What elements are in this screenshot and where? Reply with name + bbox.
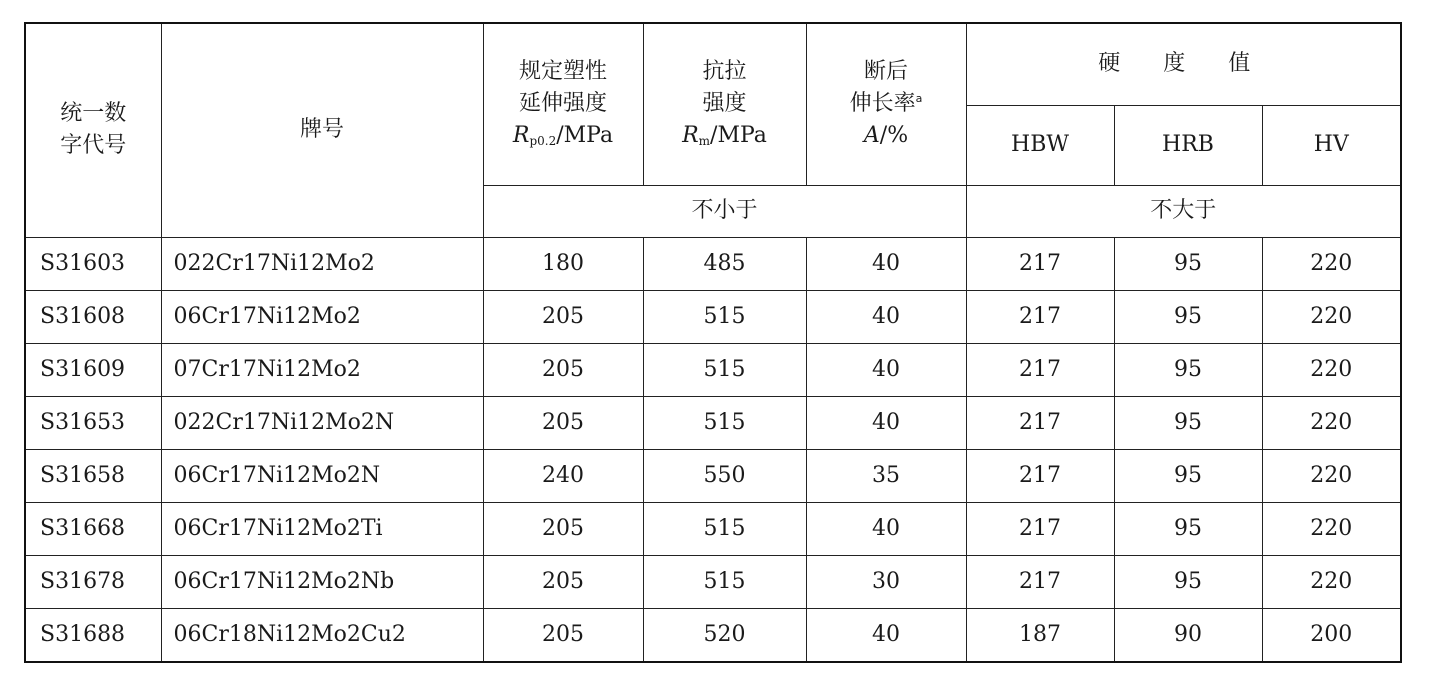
tensile-cell: 515 bbox=[643, 290, 806, 343]
max-label: 不大于 bbox=[966, 185, 1401, 237]
yield-symbol-sub: p0.2 bbox=[529, 134, 557, 149]
hrb-cell: 90 bbox=[1114, 608, 1262, 662]
elongation-cell: 35 bbox=[806, 449, 966, 502]
yield-cell: 205 bbox=[483, 608, 643, 662]
elong-header-line2-text: 伸长率 bbox=[849, 91, 916, 117]
tensile-unit: /MPa bbox=[710, 123, 767, 149]
min-label: 不小于 bbox=[483, 185, 966, 237]
code-cell: S31668 bbox=[25, 502, 161, 555]
tensile-symbol bbox=[644, 120, 806, 152]
elongation-cell: 40 bbox=[806, 290, 966, 343]
hv-cell: 220 bbox=[1262, 237, 1401, 290]
yield-header-line2: 延伸强度 bbox=[518, 91, 607, 117]
yield-strength-header bbox=[483, 23, 643, 185]
grade-col-header: 牌号 bbox=[161, 23, 483, 237]
tensile-header-line2: 强度 bbox=[702, 91, 747, 117]
code-cell: S31608 bbox=[25, 290, 161, 343]
tensile-cell: 515 bbox=[643, 502, 806, 555]
tensile-header-line1: 抗拉 bbox=[702, 59, 747, 85]
hv-cell: 220 bbox=[1262, 555, 1401, 608]
grade-cell: 06Cr17Ni12Mo2 bbox=[161, 290, 483, 343]
hrb-cell: 95 bbox=[1114, 290, 1262, 343]
table-body bbox=[25, 23, 1401, 662]
hbw-cell: 217 bbox=[966, 502, 1114, 555]
table-row bbox=[25, 449, 1401, 502]
code-cell: S31653 bbox=[25, 396, 161, 449]
spec-table-wrapper bbox=[24, 22, 1400, 663]
hrb-cell: 95 bbox=[1114, 502, 1262, 555]
header-row-1 bbox=[25, 23, 1401, 105]
table-row bbox=[25, 502, 1401, 555]
hrb-cell: 95 bbox=[1114, 237, 1262, 290]
grade-cell: 06Cr17Ni12Mo2N bbox=[161, 449, 483, 502]
elong-footnote-mark: a bbox=[915, 92, 923, 106]
code-cell: S31658 bbox=[25, 449, 161, 502]
grade-cell: 07Cr17Ni12Mo2 bbox=[161, 343, 483, 396]
grade-cell: 06Cr18Ni12Mo2Cu2 bbox=[161, 608, 483, 662]
code-cell: S31603 bbox=[25, 237, 161, 290]
elong-symbol-letter: A bbox=[863, 123, 880, 149]
hv-cell: 220 bbox=[1262, 396, 1401, 449]
hbw-cell: 217 bbox=[966, 555, 1114, 608]
elong-header-line2 bbox=[807, 88, 966, 120]
tensile-cell: 550 bbox=[643, 449, 806, 502]
hbw-cell: 217 bbox=[966, 237, 1114, 290]
hardness-header: 硬 度 值 bbox=[966, 23, 1401, 105]
tensile-strength-header bbox=[643, 23, 806, 185]
tensile-symbol-letter: R bbox=[682, 123, 699, 149]
yield-cell: 205 bbox=[483, 555, 643, 608]
yield-symbol bbox=[484, 120, 643, 152]
elongation-cell: 40 bbox=[806, 608, 966, 662]
yield-unit: /MPa bbox=[556, 123, 614, 149]
code-cell: S31688 bbox=[25, 608, 161, 662]
mechanical-properties-table bbox=[24, 22, 1402, 663]
yield-cell: 205 bbox=[483, 290, 643, 343]
table-row bbox=[25, 555, 1401, 608]
hv-cell: 200 bbox=[1262, 608, 1401, 662]
code-col-header-line2: 字代号 bbox=[60, 133, 127, 159]
hbw-header: HBW bbox=[966, 105, 1114, 185]
tensile-cell: 515 bbox=[643, 343, 806, 396]
yield-header-line1: 规定塑性 bbox=[518, 59, 607, 85]
hbw-cell: 217 bbox=[966, 343, 1114, 396]
yield-cell: 240 bbox=[483, 449, 643, 502]
hv-cell: 220 bbox=[1262, 449, 1401, 502]
elong-unit: /% bbox=[879, 123, 909, 149]
elongation-cell: 40 bbox=[806, 502, 966, 555]
table-row bbox=[25, 290, 1401, 343]
table-row bbox=[25, 396, 1401, 449]
grade-cell: 06Cr17Ni12Mo2Nb bbox=[161, 555, 483, 608]
hbw-cell: 217 bbox=[966, 449, 1114, 502]
code-cell: S31678 bbox=[25, 555, 161, 608]
grade-cell: 022Cr17Ni12Mo2 bbox=[161, 237, 483, 290]
elong-header-line1: 断后 bbox=[863, 59, 908, 85]
elongation-header bbox=[806, 23, 966, 185]
code-col-header-line1: 统一数 bbox=[60, 101, 127, 127]
hbw-cell: 187 bbox=[966, 608, 1114, 662]
hbw-cell: 217 bbox=[966, 396, 1114, 449]
grade-cell: 06Cr17Ni12Mo2Ti bbox=[161, 502, 483, 555]
elong-symbol bbox=[807, 120, 966, 152]
tensile-cell: 515 bbox=[643, 555, 806, 608]
yield-cell: 205 bbox=[483, 502, 643, 555]
yield-cell: 205 bbox=[483, 396, 643, 449]
tensile-symbol-sub: m bbox=[698, 134, 711, 149]
elongation-cell: 40 bbox=[806, 237, 966, 290]
hbw-cell: 217 bbox=[966, 290, 1114, 343]
code-col-header bbox=[25, 23, 161, 237]
elongation-cell: 40 bbox=[806, 343, 966, 396]
elongation-cell: 30 bbox=[806, 555, 966, 608]
code-cell: S31609 bbox=[25, 343, 161, 396]
hrb-cell: 95 bbox=[1114, 449, 1262, 502]
table-row bbox=[25, 343, 1401, 396]
hrb-header: HRB bbox=[1114, 105, 1262, 185]
hv-cell: 220 bbox=[1262, 290, 1401, 343]
yield-cell: 205 bbox=[483, 343, 643, 396]
tensile-cell: 485 bbox=[643, 237, 806, 290]
table-row bbox=[25, 608, 1401, 662]
yield-symbol-letter: R bbox=[512, 123, 530, 149]
hv-cell: 220 bbox=[1262, 343, 1401, 396]
hrb-cell: 95 bbox=[1114, 555, 1262, 608]
tensile-cell: 515 bbox=[643, 396, 806, 449]
hrb-cell: 95 bbox=[1114, 343, 1262, 396]
grade-cell: 022Cr17Ni12Mo2N bbox=[161, 396, 483, 449]
yield-cell: 180 bbox=[483, 237, 643, 290]
hv-cell: 220 bbox=[1262, 502, 1401, 555]
tensile-cell: 520 bbox=[643, 608, 806, 662]
table-row bbox=[25, 237, 1401, 290]
hv-header: HV bbox=[1262, 105, 1401, 185]
hrb-cell: 95 bbox=[1114, 396, 1262, 449]
elongation-cell: 40 bbox=[806, 396, 966, 449]
